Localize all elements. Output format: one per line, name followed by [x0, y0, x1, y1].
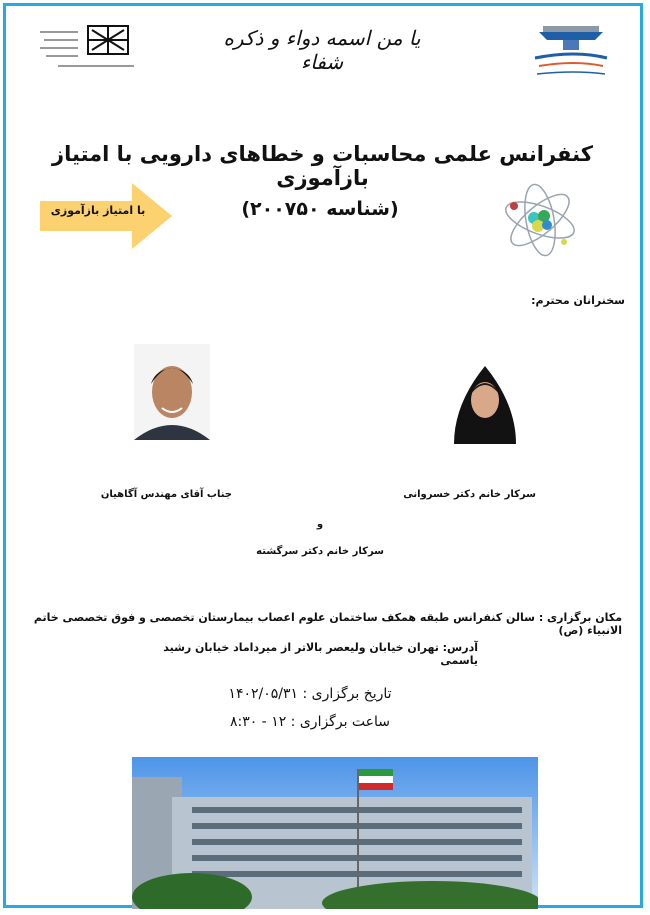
speaker-photo-woman: [440, 360, 530, 444]
speaker-name-2: جناب آقای مهندس آگاهیان: [100, 489, 232, 500]
venue-text: مکان برگزاری : سالن کنفرانس طبقه همکف ساختمان علوم اعصاب بیمارستان تخصصی و فوق تخصصی خاتم الانبیاء (ص): [33, 611, 622, 637]
university-logo: [38, 22, 138, 74]
atom-icon: [500, 180, 580, 260]
conference-id: (شناسه ۲۰۰۷۵۰): [241, 198, 399, 220]
conference-title: کنفرانس علمی محاسبات و خطاهای دارویی با امتیاز بازآموزی: [52, 142, 593, 190]
speaker-conjunction: و: [316, 519, 324, 530]
header-calligraphy: یا من اسمه دواء و ذکره شفاء: [223, 26, 421, 74]
arrow-badge-label: با امتیاز بازآموزی: [50, 204, 146, 217]
event-time: ساعت برگزاری : ۱۲ - ۸:۳۰: [229, 714, 391, 730]
speaker-photo-man: [134, 344, 210, 440]
hospital-logo: [525, 22, 617, 84]
speakers-heading: سخنرانان محترم:: [531, 294, 625, 307]
speaker-name-1: سرکار خانم دکتر خسروانی: [403, 489, 536, 500]
hospital-building-photo: [132, 757, 538, 909]
speaker-name-3: سرکار خانم دکتر سرگشته: [256, 546, 384, 557]
address-text: آدرس: تهران خیابان ولیعصر بالاتر از میرداماد خیابان رشید یاسمی: [163, 641, 478, 667]
event-date: تاریخ برگزاری : ۱۴۰۲/۰۵/۳۱: [228, 686, 392, 702]
